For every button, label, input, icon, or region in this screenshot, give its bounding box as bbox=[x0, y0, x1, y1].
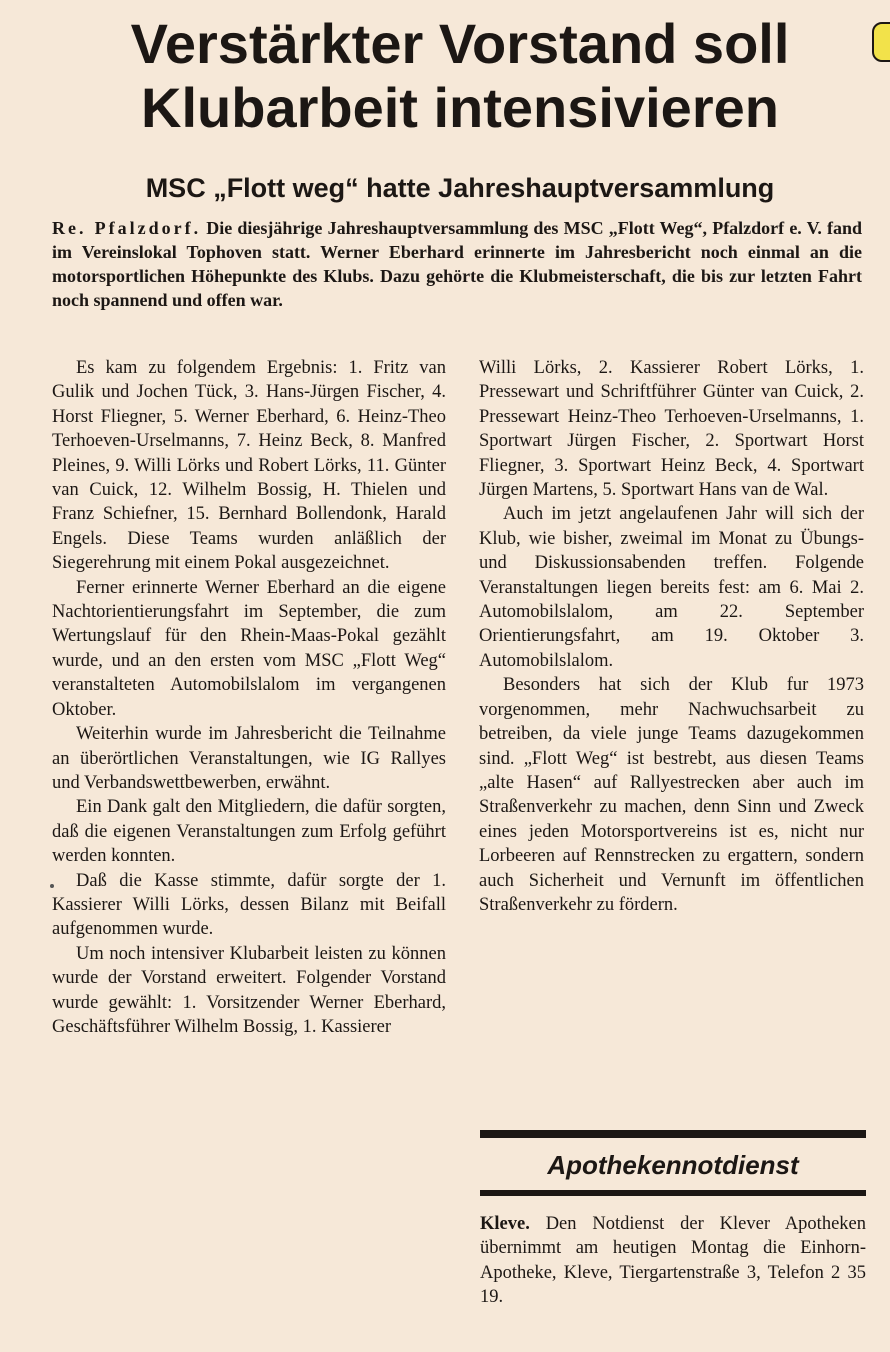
right-paragraph-2: Auch im jetzt angelaufenen Jahr will sich der Klub, wie bisher, zweimal im Monat zu Übungs- und Diskussionsabenden treffen. Folgende Veranstaltungen liegen bereits fest: am 6. Mai 2. Automobilslalom, am 22. September Orientierungsfahrt, am 19. Oktober 3. Automobilslalom. bbox=[479, 504, 864, 671]
lead-paragraph bbox=[52, 216, 862, 312]
headline-line-2: Klubarbeit intensivieren bbox=[141, 76, 779, 139]
right-paragraph-3: Besonders hat sich der Klub fur 1973 vorgenommen, mehr Nachwuchsarbeit zu betreiben, da viele junge Teams dazugekommen sind. „Flott Weg“ ist bestrebt, aus diesen Teams „alte Hasen“ auf Rallyestrecken aber auch im Straßenverkehr zu machen, denn Sinn und Zweck eines jeden Motorsportvereins ist es, nicht nur Lorbeeren auf Rennstrecken zu ergattern, sondern auch Sicherheit und Vernunft im öffentlichen Straßenverkehr zu fördern. bbox=[479, 675, 864, 915]
notice-bottom-rule bbox=[480, 1190, 866, 1196]
lead-location: Re. Pfalzdorf. bbox=[52, 218, 202, 238]
notice-title: Apothekennotdienst bbox=[547, 1150, 799, 1180]
right-paragraph-1: Willi Lörks, 2. Kassierer Robert Lörks, 1. Pressewart und Schriftführer Günter van Cuick, 2. Pressewart Heinz-Theo Terhoeven-Urselmanns, 1. Sportwart Jürgen Fischer, 2. Sportwart Horst Fliegner, 3. Sportwart Heinz Beck, 4. Sportwart Jürgen Martens, 5. Sportwart Hans van de Wal. bbox=[479, 358, 864, 501]
headline bbox=[40, 12, 880, 140]
left-column bbox=[52, 356, 446, 1039]
print-speck bbox=[50, 884, 54, 888]
left-paragraph-4: Ein Dank galt den Mitgliedern, die dafür sorgten, daß die eigenen Veranstaltungen zum Erfolg geführt werden konnten. bbox=[52, 797, 446, 867]
lead-text: Die diesjährige Jahreshauptversammlung des MSC „Flott Weg“, Pfalzdorf e. V. fand im Vereinslokal Tophoven statt. Werner Eberhard erinnerte im Jahresbericht noch einmal an die motorsportlichen Höhepunkte des Klubs. Dazu gehörte die Klubmeisterschaft, die bis zur letzten Fahrt noch spannend und offen war. bbox=[52, 218, 862, 310]
left-paragraph-5: Daß die Kasse stimmte, dafür sorgte der 1. Kassierer Willi Lörks, dessen Bilanz mit Beifall aufgenommen wurde. bbox=[52, 870, 446, 940]
left-paragraph-1: Es kam zu folgendem Ergebnis: 1. Fritz van Gulik und Jochen Tück, 3. Hans-Jürgen Fischer, 4. Horst Fliegner, 5. Werner Eberhard, 6. Heinz-Theo Terhoeven-Urselmanns, 7. Heinz Beck, 8. Manfred Pleines, 9. Willi Lörks und Robert Lörks, 11. Günter van Cuick, 12. Wilhelm Bossig, H. Thielen und Franz Schiefner, 15. Bernhard Bollendonk, Harald Engels. Diese Teams wurden anläßlich der Siegerehrung mit einem Pokal ausgezeichnet. bbox=[52, 358, 446, 574]
notice-place: Kleve. bbox=[480, 1214, 530, 1234]
headline-line-1: Verstärkter Vorstand soll bbox=[130, 12, 790, 75]
notice-text: Den Notdienst der Klever Apotheken übernimmt am heutigen Montag die Einhorn-Apotheke, Kleve, Tiergartenstraße 3, Telefon 2 35 19. bbox=[480, 1214, 866, 1308]
left-paragraph-6: Um noch intensiver Klubarbeit leisten zu können wurde der Vorstand erweitert. Folgender Vorstand wurde gewählt: 1. Vorsitzender Werner Eberhard, Geschäftsführer Wilhelm Bossig, 1. Kassierer bbox=[52, 943, 446, 1037]
notice-top-rule bbox=[480, 1130, 866, 1138]
left-paragraph-2: Ferner erinnerte Werner Eberhard an die eigene Nachtorientierungsfahrt im September, die zum Wertungslauf für den Rhein-Maas-Pokal gezählt wurde, und an den ersten vom MSC „Flott Weg“ veranstalteten Automobilslalom im vergangenen Oktober. bbox=[52, 577, 446, 720]
page-marker-icon bbox=[872, 22, 890, 62]
left-paragraph-3: Weiterhin wurde im Jahresbericht die Teilnahme an überörtlichen Veranstaltungen, wie IG Rallyes und Verbandswettbewerben, erwähnt. bbox=[52, 724, 446, 793]
right-column bbox=[479, 356, 864, 917]
notice-text-block bbox=[480, 1212, 866, 1310]
subheadline: MSC „Flott weg“ hatte Jahreshauptversammlung bbox=[145, 173, 775, 203]
